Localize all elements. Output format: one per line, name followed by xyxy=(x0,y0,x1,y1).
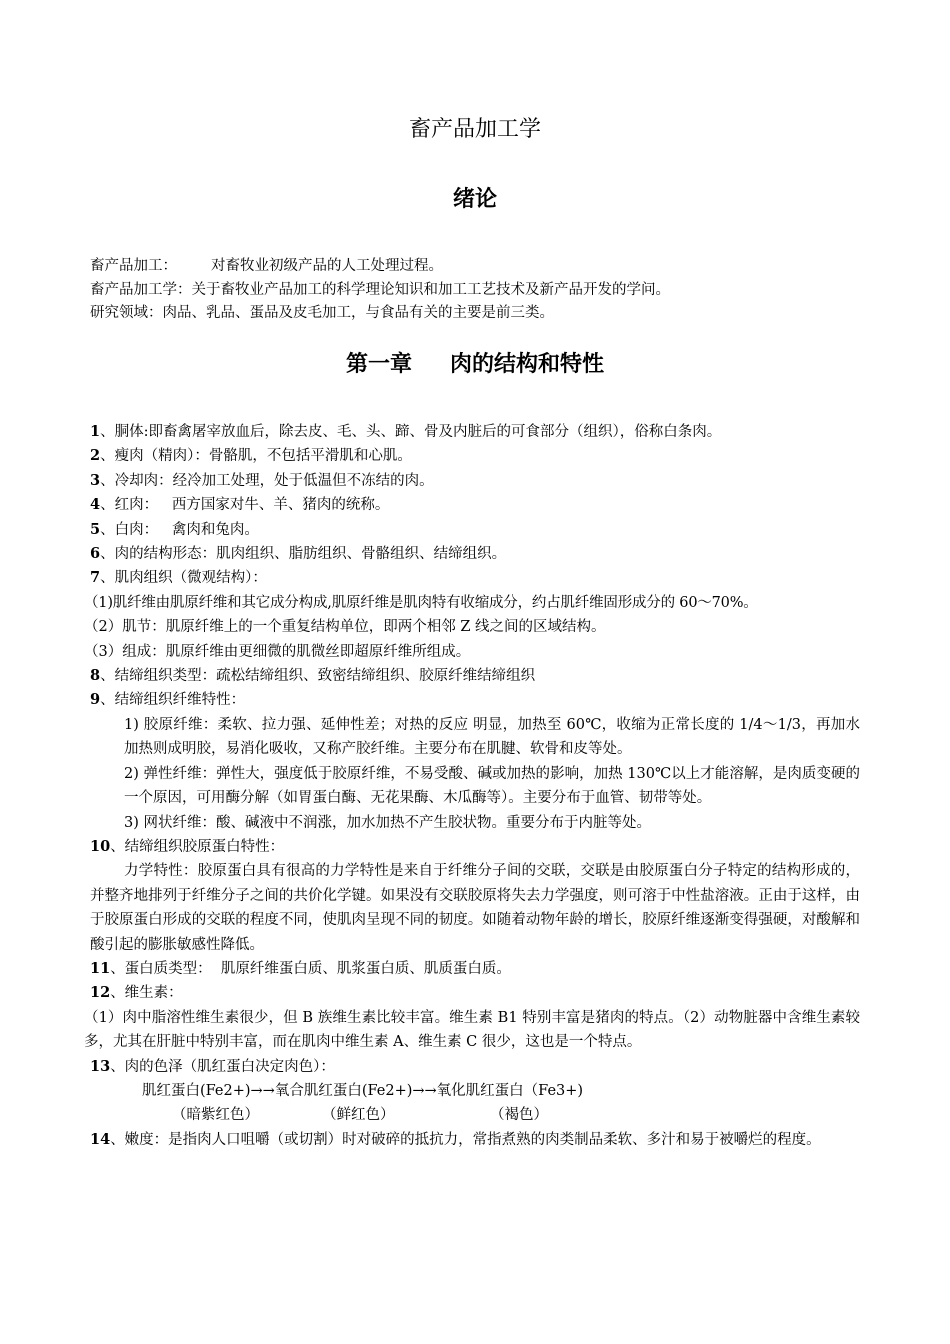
definition-line xyxy=(90,302,870,326)
chapter-number: 第一章 xyxy=(345,352,412,377)
sub-item: 3) 网状纤维：酸、碱液中不润涨，加水加热不产生胶状物。重要分布于内脏等处。 xyxy=(124,814,651,831)
item-number: 5 xyxy=(90,520,101,538)
intro-definitions xyxy=(90,255,870,326)
definition-term: 畜产品加工学： xyxy=(90,281,192,298)
paragraph: （1）肉中脂溶性维生素很少，但 B 族维生素比较丰富。维生素 B1 特别丰富是猪肉的特点。（2）动物脏器中含维生素较多，尤其在肝脏中特别丰富，而在肌肉中维生素 A、维生素 C 很少，这也是一个特点。 xyxy=(84,1009,860,1051)
paragraph: 力学特性：胶原蛋白具有很高的力学特性是来自于纤维分子间的交联，交联是由胶原蛋白分子特定的结构形成的，并整齐地排列于纤维分子之间的共价化学键。如果没有交联胶原将失去力学强度，则可溶于中性盐溶液。正由于这样，由于胶原蛋白形成的交联的程度不同，使肌肉呈现不同的韧度。如随着动物年龄的增长，胶原纤维逐渐变得强硬，对酸解和酸引起的膨胀敏感性降低。 xyxy=(90,863,860,953)
color-label-dark-purple: （暗紫红色） xyxy=(172,1107,259,1124)
color-labels xyxy=(90,1103,860,1127)
sub-item: 1) 胶原纤维：柔软、拉力强、延伸性差；对热的反应 明显，加热至 60℃，收缩为正常长度的 1/4～1/3，再加水加热则成明胶，易消化吸收，又称产胶纤维。主要分布在肌腱、软骨和皮等处。 xyxy=(124,716,860,758)
list-item xyxy=(90,1055,860,1079)
definition-term: 研究领域： xyxy=(90,305,163,321)
item-number: 10 xyxy=(90,837,111,855)
item-number: 6 xyxy=(90,545,101,563)
sub-item: 2) 弹性纤维：弹性大，强度低于胶原纤维，不易受酸、碱或加热的影响，加热 130℃以上才能溶解，是肉质变硬的一个原因，可用酶分解（如胃蛋白酶、无花果酶、木瓜酶等）。主要分布于血管、韧带等处。 xyxy=(124,765,860,807)
chapter-heading xyxy=(0,350,950,380)
definition-line xyxy=(90,279,870,303)
color-chain: 肌红蛋白(Fe2+)→→氧合肌红蛋白(Fe2+)→→氧化肌红蛋白（Fe3+) xyxy=(142,1082,584,1099)
item-text: 、蛋白质类型： 肌原纤维蛋白质、肌浆蛋白质、肌质蛋白质。 xyxy=(110,960,511,977)
item-number: 14 xyxy=(90,1130,111,1148)
list-item xyxy=(90,957,860,981)
item-number: 1 xyxy=(90,423,101,440)
definition-text: 对畜牧业初级产品的人工处理过程。 xyxy=(211,258,443,274)
list-item xyxy=(90,981,860,1005)
list-item xyxy=(90,835,860,859)
item-number: 2 xyxy=(90,447,101,465)
item-text: 、结缔组织胶原蛋白特性： xyxy=(110,838,285,855)
item-text: 、肌肉组织（微观结构）： xyxy=(100,570,267,587)
list-item xyxy=(90,469,860,493)
definition-text: 肉品、乳品、蛋品及皮毛加工，与食品有关的主要是前三类。 xyxy=(162,305,554,321)
definition-term: 畜产品加工： xyxy=(90,258,177,274)
item-number: 4 xyxy=(90,496,101,514)
item-text: 、肉的色泽（肌红蛋白决定肉色）： xyxy=(110,1058,335,1075)
sub-item: （1)肌纤维由肌原纤维和其它成分构成,肌原纤维是肌肉特有收缩成分，约占肌纤维固形成分的 60～70%。 xyxy=(84,594,758,611)
sub-item: （3）组成：肌原纤维由更细微的肌微丝即超原纤维所组成。 xyxy=(84,643,471,660)
sub-item: （2）肌节：肌原纤维上的一个重复结构单位，即两个相邻 Z 线之间的区域结构。 xyxy=(84,619,606,636)
item-text: 、肉的结构形态：肌肉组织、脂肪组织、骨骼组织、结缔组织。 xyxy=(100,546,507,563)
item-text: 、结缔组织类型：疏松结缔组织、致密结缔组织、胶原纤维结缔组织 xyxy=(100,668,536,685)
item-number: 12 xyxy=(90,984,111,1002)
item-text: 、白肉： 禽肉和兔肉。 xyxy=(100,521,259,538)
item-number: 3 xyxy=(90,471,101,489)
list-item xyxy=(90,420,860,444)
chapter-body xyxy=(84,420,860,1152)
list-item xyxy=(90,1128,860,1152)
item-text: 、嫩度：是指肉人口咀嚼（或切割）时对破碎的抵抗力，常指煮熟的肉类制品柔软、多汁和易于被嚼烂的程度。 xyxy=(110,1131,821,1148)
list-item xyxy=(90,566,860,590)
list-item xyxy=(90,518,860,542)
item-text: 、瘦肉（精肉）：骨骼肌，不包括平滑肌和心肌。 xyxy=(100,448,412,465)
item-text: 、红肉： 西方国家对牛、羊、猪肉的统称。 xyxy=(100,497,390,514)
list-item xyxy=(90,493,860,517)
definition-line xyxy=(90,255,870,279)
document-title: 畜产品加工学 xyxy=(408,117,541,142)
item-number: 7 xyxy=(90,569,101,587)
item-text: 、维生素： xyxy=(110,985,183,1002)
list-item xyxy=(90,444,860,468)
color-label-brown: （褐色） xyxy=(490,1107,548,1124)
definition-text: 关于畜牧业产品加工的科学理论知识和加工工艺技术及新产品开发的学问。 xyxy=(191,281,670,298)
item-number: 11 xyxy=(90,959,111,977)
item-text: 、冷却肉：经冷加工处理，处于低温但不冻结的肉。 xyxy=(100,472,434,489)
chapter-title: 肉的结构和特性 xyxy=(450,352,605,377)
item-text: 、胴体:即畜禽屠宰放血后，除去皮、毛、头、蹄、骨及内脏后的可食部分（组织），俗称白条肉。 xyxy=(100,424,722,440)
list-item xyxy=(90,688,860,712)
intro-heading: 绪论 xyxy=(452,187,497,212)
item-number: 9 xyxy=(90,691,101,709)
list-item xyxy=(90,664,860,688)
item-number: 13 xyxy=(90,1057,111,1075)
list-item xyxy=(90,542,860,566)
item-number: 8 xyxy=(90,667,101,685)
color-label-bright-red: （鲜红色） xyxy=(322,1107,395,1124)
item-text: 、结缔组织纤维特性： xyxy=(100,692,246,709)
